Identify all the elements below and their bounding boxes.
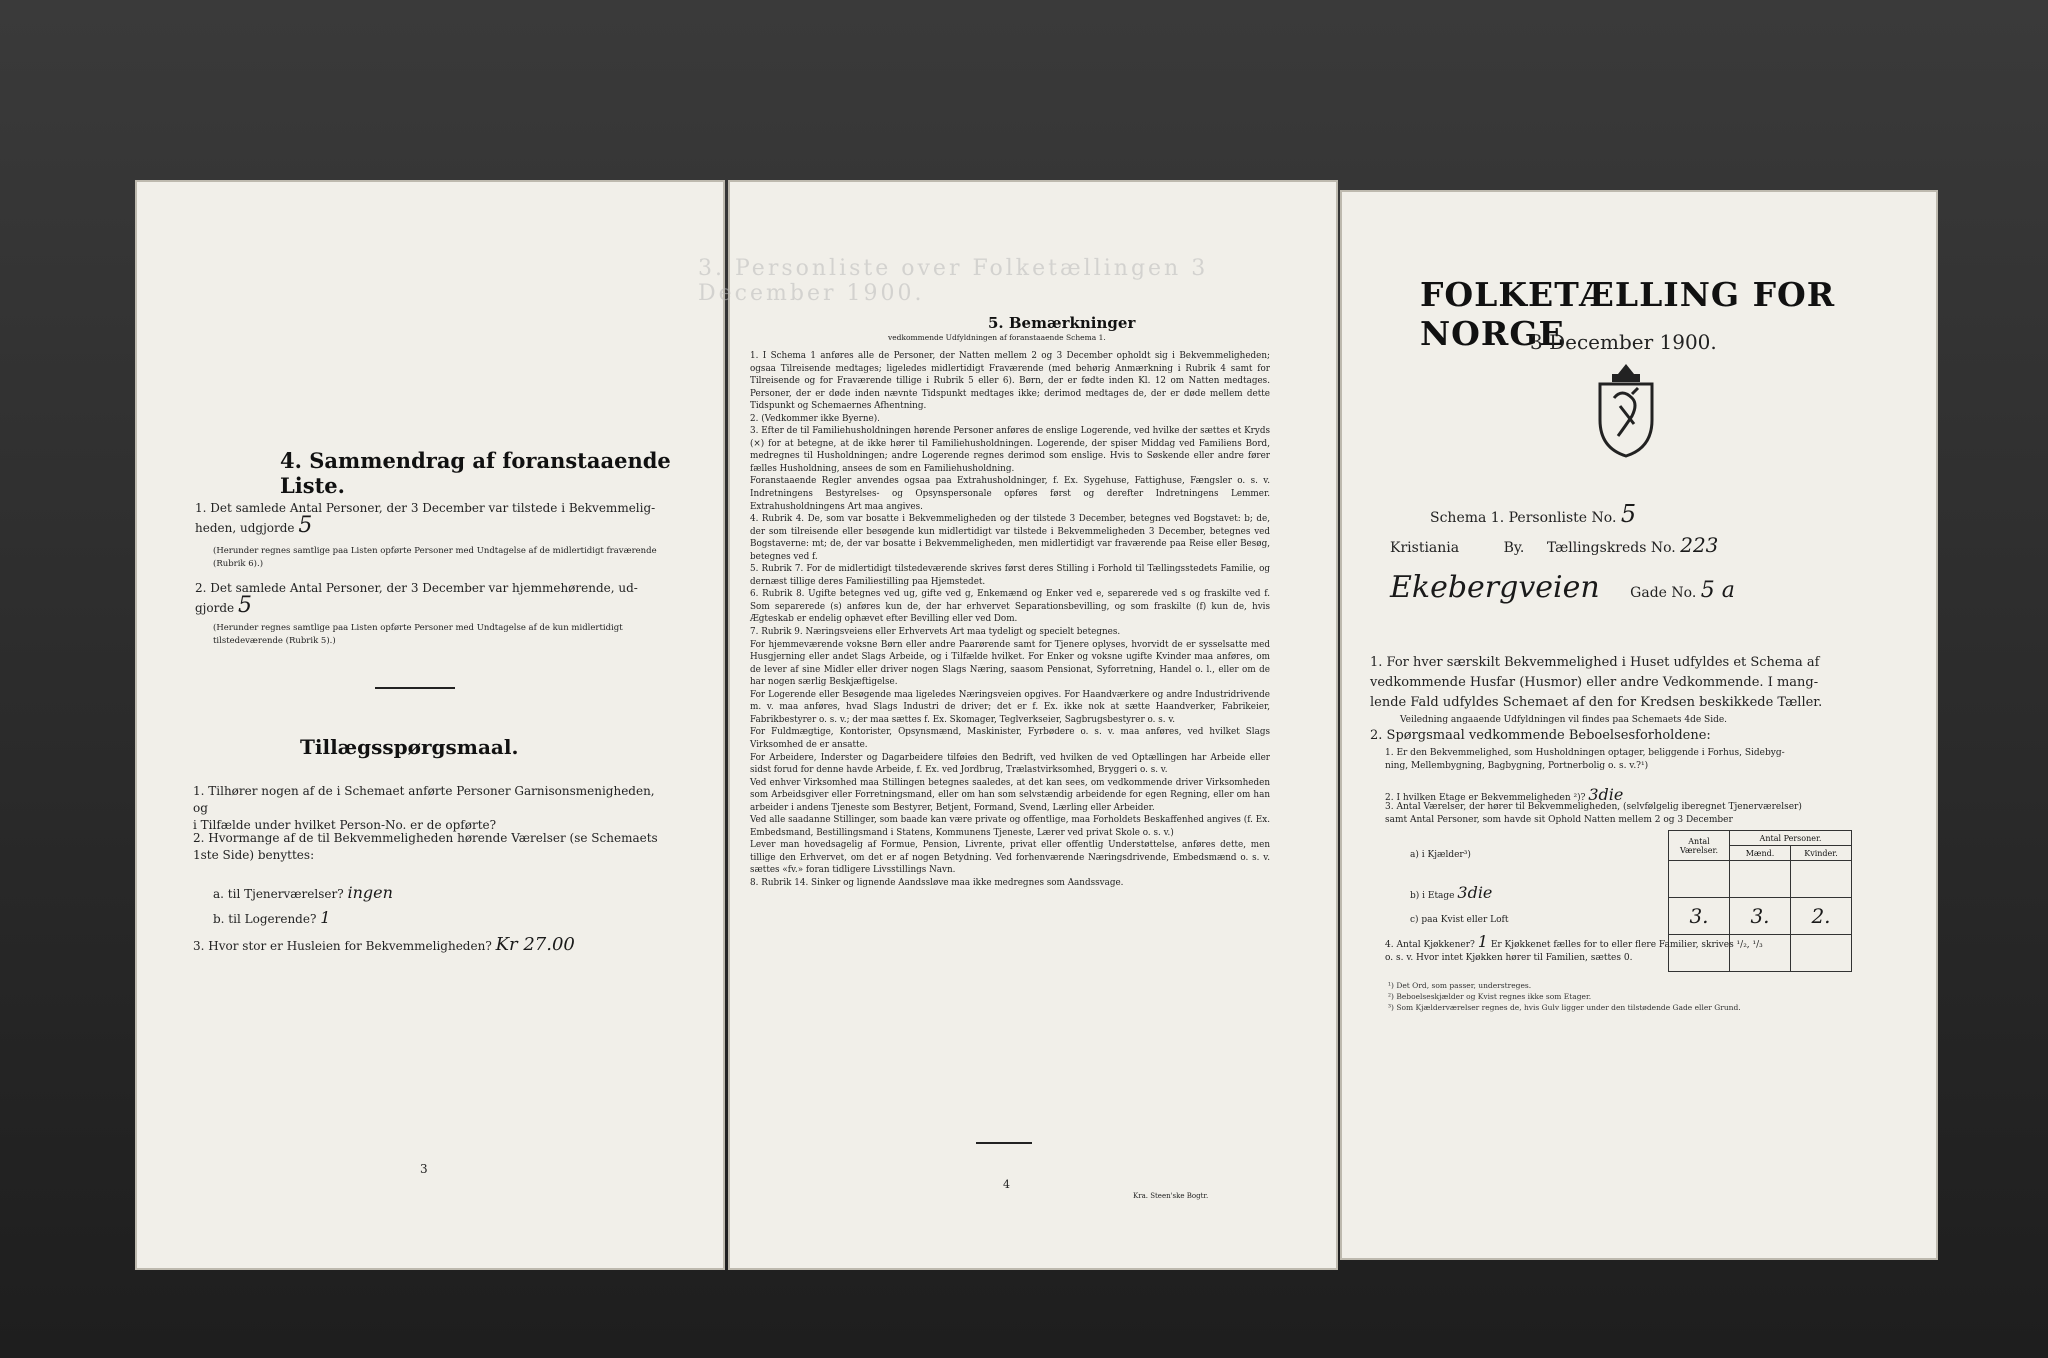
q1-note: (Herunder regnes samtlige paa Listen opførte Personer med Undtagelse af de midlertidigt fraværende (Rubrik 6).) xyxy=(213,546,657,569)
instruction-2: 2. Spørgsmaal vedkommende Beboelsesforholdene: xyxy=(1370,728,1711,743)
q2-floor: 2. I hvilken Etage er Bekvemmeligheden ²)? 3die xyxy=(1385,785,1624,804)
col-persons: Antal Personer. xyxy=(1730,831,1852,846)
remark-7d: For Fuldmægtige, Kontorister, Opsynsmænd, Maskinister, Fyrbødere o. s. v. maa anføres, ved hvilket Slags Virksomhed de er ansatte. xyxy=(750,727,1270,750)
remark-4: 4. Rubrik 4. De, som var bosatte i Bekvemmeligheden og der tilstede 3 December, betegnes ved Bogstavet: b; de, der som tilreisende eller besøgende kun midlertidigt var tilstede i Bekvemmeligheden 3 December, betegnes ved Bogstaverne: mt; de, der var bosatte i Bekvemmeligheden, men midlertidigt var fraværende paa Reise eller Besøg, betegnes ved f. xyxy=(750,514,1270,562)
page-right xyxy=(1340,190,1938,1260)
census-date: 3 December 1900. xyxy=(1530,330,1717,354)
schema-line: Schema 1. Personliste No. 5 xyxy=(1430,500,1637,528)
t2b-text: b. til Logerende? 1 xyxy=(213,908,331,927)
page-number-left: 3 xyxy=(420,1162,428,1176)
main-title: FOLKETÆLLING FOR NORGE xyxy=(1420,275,1836,353)
col-men: Mænd. xyxy=(1730,846,1791,861)
remark-3: 3. Efter de til Familiehusholdningen hørende Personer anføres de enslige Logerende, ved hvilke der sættes et Kryds (×) for at betegne, at de ikke hører til Familiehusholdningen. Logerende, der spiser Middag ved Familiens Bord, medregnes til Husholdningen; andre Logerende regnes derimod som enslige. Hvis to Søskende eller andre fører fælles Husholdning, ansees de som en Familiehusholdning. xyxy=(750,426,1270,474)
page-left xyxy=(135,180,725,1270)
t1-text: 1. Tilhører nogen af de i Schemaet anførte Personer Garnisonsmenigheden, og i Tilfælde under hvilket Person-No. er de opførte? xyxy=(193,784,655,832)
row-a-label: a) i Kjælder³) xyxy=(1410,850,1471,860)
section-5-subtitle: vedkommende Udfyldningen af foranstaaende Schema 1. xyxy=(888,333,1106,342)
divider xyxy=(375,687,455,689)
page-middle xyxy=(698,180,1338,1270)
cell-men: 3. xyxy=(1730,898,1791,935)
t2a-text: a. til Tjenerværelser? ingen xyxy=(213,883,393,902)
t2-text: 2. Hvormange af de til Bekvemmeligheden hørende Værelser (se Schemaets 1ste Side) benyttes: xyxy=(193,831,658,862)
remark-7e: For Arbeidere, Inderster og Dagarbeidere tilføies den Bedrift, ved hvilken de ved Optællingen har Arbeide eller sidst forud for denne havde Arbeide, f. Ex. ved Jordbrug, Trælastvirksomhed, Bryggeri o. s. v. xyxy=(750,752,1270,776)
remark-7f: Ved enhver Virksomhed maa Stillingen betegnes saaledes, at det kan sees, om vedkommende driver Virksomheden som Arbeidsgiver eller Forretningsmand, eller om han som selvstændig arbeidende for egen Regning, eller om han arbeider i andens Tjeneste som Bestyrer, Betjent, Formand, Svend, Lærling eller Arbeider. xyxy=(750,777,1270,813)
bleed-through-text: 3. Personliste over Folketællingen 3 December 1900. xyxy=(698,256,1209,306)
q4-kitchens: 4. Antal Kjøkkener? 1 Er Kjøkkenet fælles for to eller flere Familier, skrives ¹/₂, ¹/₃ o. s. v. Hvor intet Kjøkken hører til Familien, sættes 0. xyxy=(1385,932,1763,963)
q1-text: 1. Det samlede Antal Personer, der 3 December var tilstede i Bekvemmelig- heden, udgjorde 5 xyxy=(195,501,656,538)
col-rooms: Antal Værelser. xyxy=(1669,831,1730,861)
q2-note: (Herunder regnes samtlige paa Listen opførte Personer med Undtagelse af de kun midlertidigt tilstedeværende (Rubrik 5).) xyxy=(213,623,623,646)
remark-5: 5. Rubrik 7. For de midlertidigt tilstedeværende skrives først deres Stilling i Forhold til Tællingsstedets Familie, og dernæst tillige deres Familiestilling paa Hjemstedet. xyxy=(750,564,1270,587)
instruction-1-note: Veiledning angaaende Udfyldningen vil findes paa Schemaets 4de Side. xyxy=(1400,715,1728,725)
remark-1: 1. I Schema 1 anføres alle de Personer, der Natten mellem 2 og 3 December opholdt sig i Bekvemmeligheden; ogsaa Tilreisende medtages; ligeledes midlertidigt Fraværende (med behørig Anmærkning i Rubrik 4 samt for Tilreisende og for Fraværende tillige i Rubrik 5 eller 6). Børn, der er fødte inden Kl. 12 om Natten medtages. Personer, der er døde inden nævnte Tidspunkt medtages ikke; derimod medtages de, der er døde mellem dette Tidspunkt og Schemaernes Afhentning. xyxy=(750,351,1270,412)
q2-text: 2. Det samlede Antal Personer, der 3 December var hjemmehørende, ud- gjorde 5 xyxy=(195,581,638,618)
remarks-body xyxy=(750,350,1270,890)
col-women: Kvinder. xyxy=(1791,846,1852,861)
remark-7c: For Logerende eller Besøgende maa ligeledes Næringsveien opgives. For Haandværkere og andre Industridrivende m. v. maa anføres, hvad Slags Industri de driver; det er f. Ex. ikke nok at sætte Haandverker, Fabrikeier, Fabrikbestyrer o. s. v.; der maa sættes f. Ex. Skomager, Teglverkseier, Sagbrugsbestyrer o. s. v. xyxy=(750,689,1270,725)
page-number-middle: 4 xyxy=(1003,1178,1010,1191)
cell-rooms: 3. xyxy=(1669,898,1730,935)
remark-7: 7. Rubrik 9. Næringsveiens eller Erhvervets Art maa tydeligt og specielt betegnes. xyxy=(750,627,1121,638)
divider xyxy=(976,1142,1032,1144)
remark-2: 2. (Vedkommer ikke Byerne). xyxy=(750,413,880,424)
remark-8: 8. Rubrik 14. Sinker og lignende Aandssløve maa ikke medregnes som Aandssvage. xyxy=(750,877,1124,888)
street-line: Ekebergveien Gade No. 5 a xyxy=(1390,570,1735,605)
section-4-title: 4. Sammendrag af foranstaaende Liste. xyxy=(280,448,671,498)
row-b-label: b) i Etage 3die xyxy=(1410,883,1493,902)
tillaeg-title: Tillægsspørgsmaal. xyxy=(300,735,519,759)
instruction-1: 1. For hver særskilt Bekvemmelighed i Huset udfyldes et Schema af vedkommende Husfar (Husmor) eller andre Vedkommende. I mang- lende Fald udfyldes Schemaet af den for Kredsen beskikkede Tæller. xyxy=(1370,655,1823,710)
row-c-label: c) paa Kvist eller Loft xyxy=(1410,915,1509,925)
q3-rooms: 3. Antal Værelser, der hører til Bekvemmeligheden, (selvfølgelig iberegnet Tjenerværelser) samt Antal Personer, som havde sit Ophold Natten mellem 2 og 3 December xyxy=(1385,802,1802,825)
remark-7h: Lever man hovedsagelig af Formue, Pension, Livrente, privat eller offentlig Understøttelse, anføres dette, men tillige den Erhvervet, om det er af nogen Betydning. Ved forhenværende Næringsdrivende, Embedsmænd o. s. v. sættes «fv.» foran tidligere Livsstillings Navn. xyxy=(750,840,1270,876)
t3-text: 3. Hvor stor er Husleien for Bekvemmeligheden? Kr 27.00 xyxy=(193,934,575,955)
location-line: Kristiania By. Tællingskreds No. 223 xyxy=(1390,533,1719,557)
remark-7g: Ved alle saadanne Stillinger, som baade kan være private og offentlige, maa Forholdets Beskaffenhed angives (f. Ex. Embedsmand, Bestillingsmand i Statens, Kommunens Tjeneste, Lærer ved privat Skole o. s. v.) xyxy=(750,815,1270,838)
section-5-title: 5. Bemærkninger xyxy=(988,314,1136,332)
remark-6: 6. Rubrik 8. Ugifte betegnes ved ug, gifte ved g, Enkemænd og Enker ved e, separerede ved s og fraskilte ved f. Som separerede (s) anføres kun de, der har erhvervet Separationsbevilling, og som fraskilte (f) kun de, hvis Ægteskab er endelig ophævet efter Bevilling eller ved Dom. xyxy=(750,589,1270,625)
coat-of-arms-icon xyxy=(1590,360,1662,460)
cell-women: 2. xyxy=(1791,898,1852,935)
q1-housing: 1. Er den Bekvemmelighed, som Husholdningen optager, beliggende i Forhus, Sidebyg- ning, Mellembygning, Bagbygning, Portnerbolig o. s. v.?¹) xyxy=(1385,748,1785,771)
footnotes: ¹) Det Ord, som passer, understreges. ²) Beboelseskjælder og Kvist regnes ikke som Etager. ³) Som Kjælderværelser regnes de, hvis Gulv ligger under den tilstødende Gade eller Grund. xyxy=(1388,981,1741,1012)
printer-mark: Kra. Steen'ske Bogtr. xyxy=(1133,1192,1209,1200)
remark-3b: Foranstaaende Regler anvendes ogsaa paa Extrahusholdninger, f. Ex. Sygehuse, Fattighuse, Fængsler o. s. v. Indretningens Bestyrelses- og Opsynspersonale opføres først og derefter Indretningens Lemmer. Extrahusholdningens Art maa angives. xyxy=(750,476,1270,512)
remark-7b: For hjemmeværende voksne Børn eller andre Paarørende samt for Tjenere oplyses, hvorvidt de er sysselsatte med Husgjerning eller andet Slags Arbeide, og i Tilfælde hvilket. For Enker og voksne ugifte Kvinder maa anføres, om de lever af sine Midler eller driver nogen Slags Næring, saasom Pensionat, Syforretning, Handel o. l., eller om de har nogen særlig Beskjæftigelse. xyxy=(750,639,1270,688)
